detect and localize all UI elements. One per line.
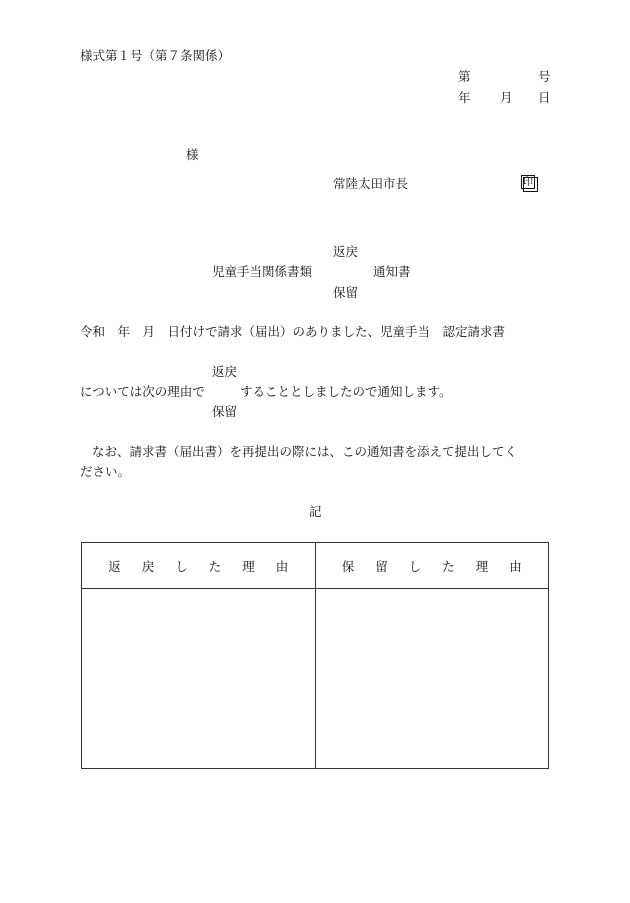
body-line-1: 令和 年 月 日付けで請求（届出）のありました、児童手当 認定請求書 xyxy=(80,324,506,339)
number-prefix: 第 xyxy=(458,69,471,84)
reasons-table xyxy=(81,542,549,769)
table-header-row xyxy=(82,543,549,589)
number-suffix: 号 xyxy=(538,69,551,84)
sender-name: 常陸太田市長 xyxy=(333,176,409,191)
addressee-honorific: 様 xyxy=(186,147,199,162)
date-day: 日 xyxy=(538,90,551,105)
header-hold-reason: 保留した理由 xyxy=(315,543,549,589)
body-option-hold: 保留 xyxy=(212,404,238,419)
header-return-reason: 返戻した理由 xyxy=(82,543,316,589)
hold-reason-cell[interactable] xyxy=(315,589,549,769)
ki-heading: 記 xyxy=(309,504,322,519)
body-option-return: 返戻 xyxy=(212,364,238,379)
return-reason-cell[interactable] xyxy=(82,589,316,769)
title-option-return: 返戻 xyxy=(333,244,359,259)
note-line-1: なお、請求書（届出書）を再提出の際には、この通知書を添えて提出してく xyxy=(92,444,518,459)
body-line-2-right: することとしましたので通知します。 xyxy=(240,384,452,399)
body-line-2-left: については次の理由で xyxy=(80,384,205,399)
form-number: 様式第１号（第７条関係） xyxy=(80,48,231,63)
table-row xyxy=(82,589,549,769)
seal-mark: 印 xyxy=(523,177,533,188)
title-option-hold: 保留 xyxy=(333,285,359,300)
title-right: 通知書 xyxy=(373,264,411,279)
title-left: 児童手当関係書類 xyxy=(212,264,313,279)
date-month: 月 xyxy=(500,90,513,105)
note-line-2: ださい。 xyxy=(80,464,131,479)
date-year: 年 xyxy=(458,90,471,105)
